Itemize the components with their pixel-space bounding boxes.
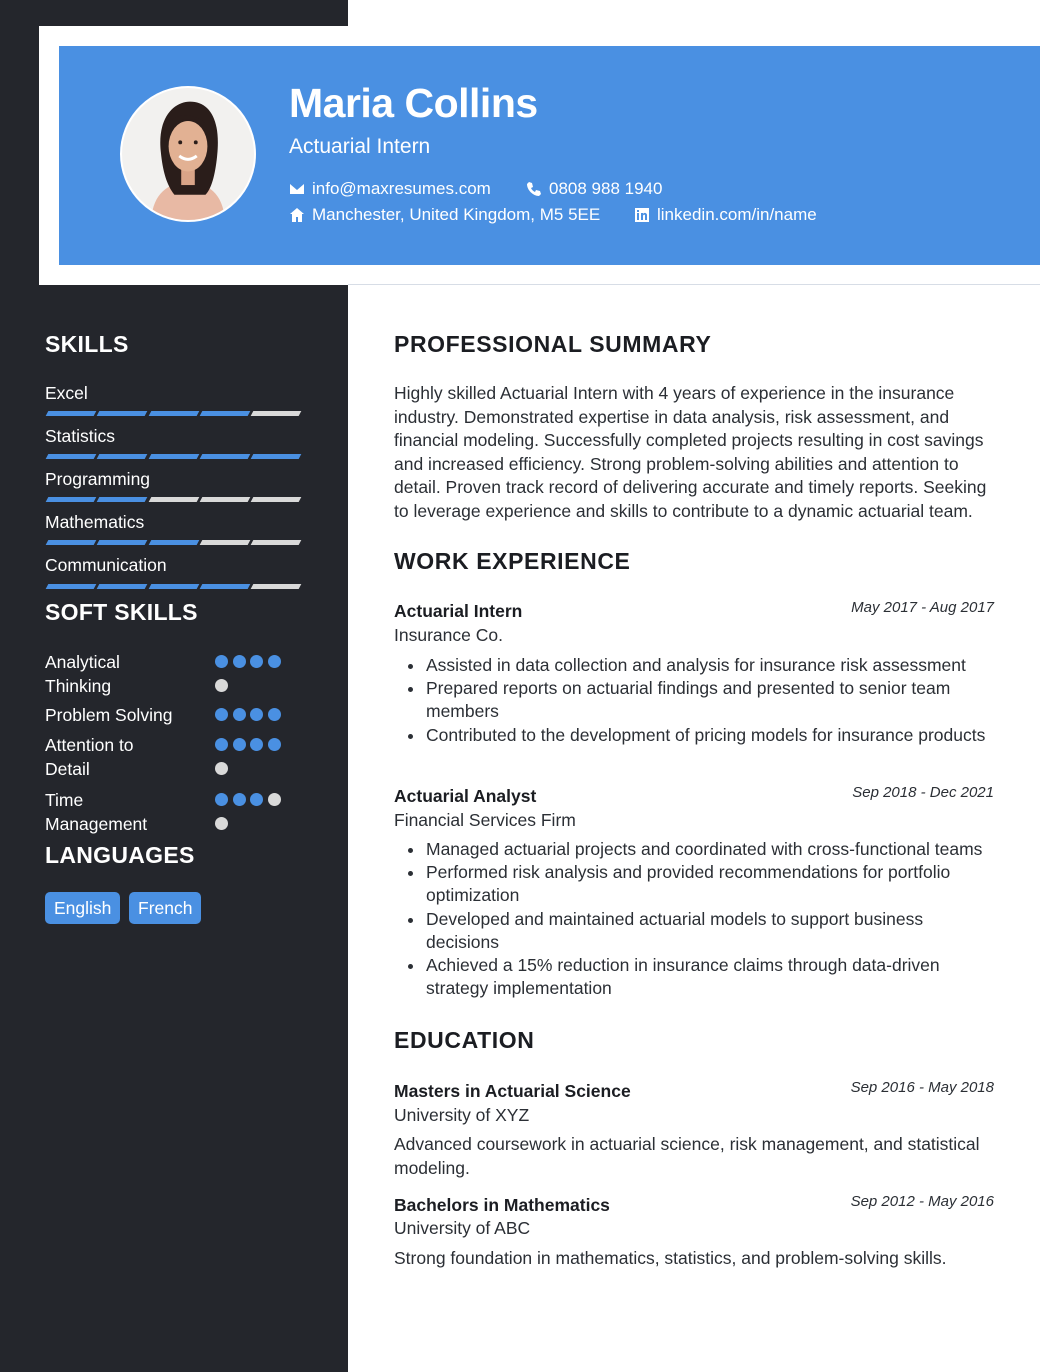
list-item: Assisted in data collection and analysis for insurance risk assessment: [404, 654, 1000, 677]
skill-segment: [251, 411, 302, 416]
skill-segment: [251, 584, 302, 589]
rating-dot: [215, 679, 228, 692]
school-name: University of XYZ: [394, 1105, 530, 1125]
skill-segment: [200, 497, 251, 502]
summary-heading: PROFESSIONAL SUMMARY: [394, 331, 712, 357]
skill-segment: [251, 497, 302, 502]
job-org: Insurance Co.: [394, 625, 503, 645]
soft-skill-label: Attention to Detail: [45, 735, 134, 779]
summary-text: Highly skilled Actuarial Intern with 4 years of experience in the insurance industry. Demonstrated expertise in data analysis, risk assessment, and financial modeling. Successfully completed projects resulting in cost savings and increased efficiency. Strong problem-solving abilities and attention to detail. Proven track record of delivering accurate and timely reports. Seeking to leverage experience and skills to contribute to a dynamic actuarial team.: [394, 383, 987, 521]
home-icon: [289, 207, 305, 223]
skill-segment: [46, 411, 97, 416]
skill-segment: [148, 454, 199, 459]
linkedin-icon: [634, 207, 650, 223]
soft-skill-label: Analytical Thinking: [45, 652, 120, 696]
education-dates: Sep 2012 - May 2016: [850, 1193, 994, 1210]
rating-dot: [268, 655, 281, 668]
language-tag: English: [45, 892, 120, 924]
skill-segment: [251, 540, 302, 545]
list-item: Contributed to the development of pricing models for insurance products: [404, 724, 1000, 747]
contact-linkedin[interactable]: [634, 205, 817, 225]
rating-dot: [233, 708, 246, 721]
job-bullets: [404, 654, 1000, 747]
profile-photo: [122, 88, 254, 220]
rating-dot: [233, 655, 246, 668]
skill-segment: [200, 540, 251, 545]
skill-bar: [47, 584, 303, 590]
skill-segment: [97, 584, 148, 589]
header-divider: [348, 284, 1040, 285]
rating-dot: [250, 793, 263, 806]
skill-segment: [148, 411, 199, 416]
avatar: [120, 86, 256, 222]
skill-label: Excel: [45, 383, 88, 403]
list-item: Managed actuarial projects and coordinated with cross-functional teams: [404, 838, 1000, 861]
rating-dot: [233, 738, 246, 751]
candidate-name: Maria Collins: [289, 80, 538, 126]
contact-phone[interactable]: [526, 179, 662, 199]
contact-email[interactable]: [289, 179, 491, 199]
address-text: Manchester, United Kingdom, M5 5EE: [312, 205, 601, 224]
rating-dot: [215, 817, 228, 830]
skills-heading: SKILLS: [45, 331, 129, 357]
rating-dot: [215, 738, 228, 751]
job-title: Actuarial Analyst: [394, 786, 537, 806]
rating-dot: [268, 738, 281, 751]
skill-segment: [46, 454, 97, 459]
education-desc: Strong foundation in mathematics, statistics, and problem-solving skills.: [394, 1248, 947, 1268]
skill-segment: [200, 411, 251, 416]
education-heading: EDUCATION: [394, 1027, 535, 1053]
skill-segment: [148, 497, 199, 502]
job-dates: May 2017 - Aug 2017: [851, 599, 994, 616]
rating-dot: [250, 708, 263, 721]
phone-text: 0808 988 1940: [549, 179, 663, 198]
envelope-icon: [289, 181, 305, 197]
skill-label: Programming: [45, 469, 151, 489]
list-item: Achieved a 15% reduction in insurance claims through data-driven strategy implementation: [404, 954, 1000, 1000]
language-tag: French: [129, 892, 201, 924]
skill-label: Mathematics: [45, 512, 145, 532]
school-name: University of ABC: [394, 1218, 531, 1238]
skill-label: Communication: [45, 555, 167, 575]
list-item: Performed risk analysis and provided recommendations for portfolio optimization: [404, 861, 1000, 907]
skill-segment: [97, 411, 148, 416]
languages-heading: LANGUAGES: [45, 842, 195, 868]
skill-segment: [46, 584, 97, 589]
rating-dot: [268, 793, 281, 806]
rating-dot: [215, 793, 228, 806]
skill-segment: [251, 454, 302, 459]
skill-segment: [148, 540, 199, 545]
skill-segment: [200, 584, 251, 589]
soft-skills-heading: SOFT SKILLS: [45, 599, 198, 625]
education-desc: Advanced coursework in actuarial science, risk management, and statistical modeling.: [394, 1134, 980, 1178]
rating-dot: [215, 762, 228, 775]
contact-address: [289, 205, 600, 225]
skill-bar: [47, 411, 303, 417]
rating-dot: [215, 708, 228, 721]
job-bullets: [404, 838, 1000, 1000]
job-dates: Sep 2018 - Dec 2021: [852, 784, 994, 801]
skill-segment: [46, 497, 97, 502]
linkedin-text: linkedin.com/in/name: [657, 205, 817, 224]
job-title: Actuarial Intern: [394, 601, 523, 621]
skill-segment: [200, 454, 251, 459]
skill-segment: [97, 454, 148, 459]
skill-segment: [46, 540, 97, 545]
rating-dot: [233, 793, 246, 806]
education-dates: Sep 2016 - May 2018: [850, 1079, 994, 1096]
job-org: Financial Services Firm: [394, 810, 576, 830]
skill-label: Statistics: [45, 426, 116, 446]
degree-title: Bachelors in Mathematics: [394, 1195, 610, 1215]
rating-dot: [250, 655, 263, 668]
degree-title: Masters in Actuarial Science: [394, 1081, 631, 1101]
rating-dot: [215, 655, 228, 668]
soft-skill-label: Problem Solving: [45, 705, 173, 725]
skill-bar: [47, 497, 303, 503]
skill-segment: [148, 584, 199, 589]
email-text: info@maxresumes.com: [312, 179, 491, 198]
list-item: Prepared reports on actuarial findings and presented to senior team members: [404, 677, 1000, 723]
rating-dot: [250, 738, 263, 751]
candidate-role: Actuarial Intern: [289, 135, 431, 158]
soft-skill-label: Time Management: [45, 790, 148, 834]
experience-heading: WORK EXPERIENCE: [394, 548, 631, 574]
phone-icon: [526, 181, 542, 197]
skill-bar: [47, 540, 303, 546]
skill-segment: [97, 497, 148, 502]
skill-bar: [47, 454, 303, 460]
list-item: Developed and maintained actuarial models to support business decisions: [404, 908, 1000, 954]
rating-dot: [268, 708, 281, 721]
skill-segment: [97, 540, 148, 545]
